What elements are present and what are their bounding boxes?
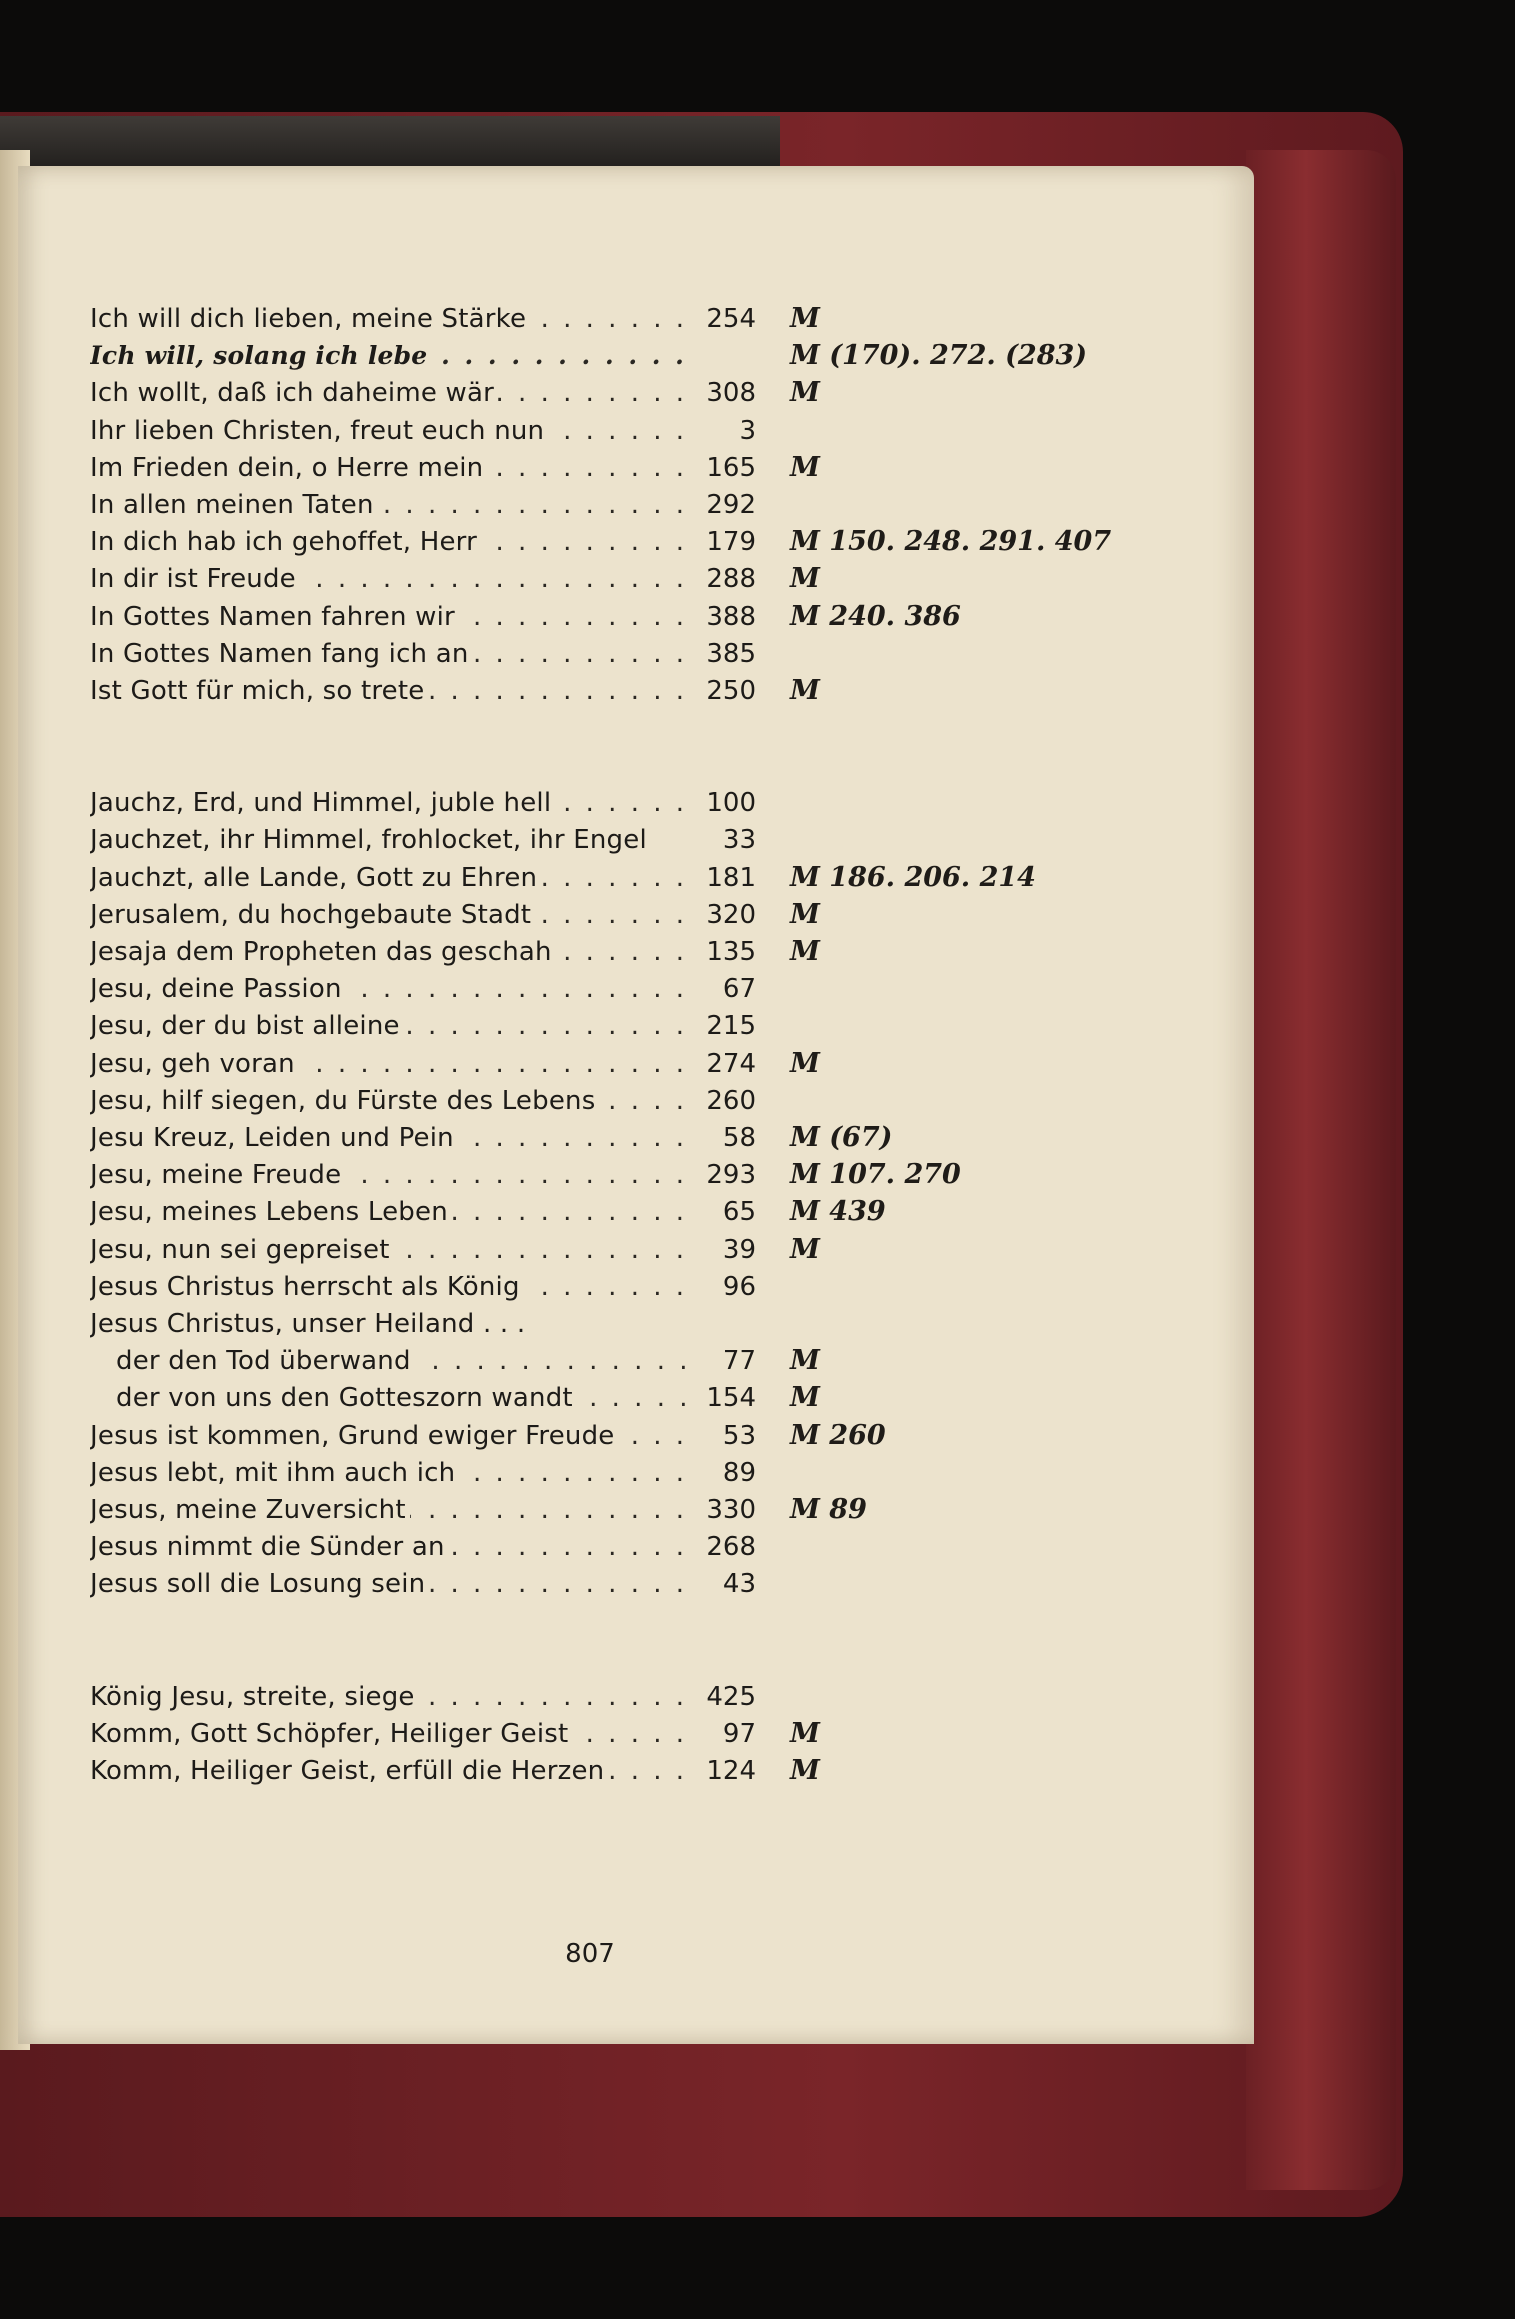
index-entry <box>90 449 1270 487</box>
entry-title: Ihr lieben Christen, freut euch nun . . . <box>90 412 685 450</box>
entry-number: 388 <box>706 601 756 632</box>
entry-title: Jesus, meine Zuversicht . . . <box>90 1491 685 1529</box>
index-entry <box>90 1528 1270 1566</box>
entry-title: Jesu, meine Freude . . . <box>90 1156 685 1194</box>
entry-title: Jesus nimmt die Sünder an . . . <box>90 1528 685 1566</box>
entry-number: 96 <box>722 1271 756 1302</box>
entry-title: Jauchzt, alle Lande, Gott zu Ehren . . . <box>90 859 685 897</box>
entry-melody-ref: M <box>790 1755 820 1786</box>
entry-title: Ich will, solang ich lebe . . . <box>90 337 685 375</box>
entry-title: In Gottes Namen fahren wir . . . <box>90 598 685 636</box>
entry-number: 43 <box>722 1569 756 1600</box>
entry-title: In allen meinen Taten . . . <box>90 486 685 524</box>
entry-number: 254 <box>706 304 756 334</box>
entry-number: 165 <box>706 452 756 483</box>
entry-melody-ref: M <box>790 1345 820 1377</box>
index-entry <box>90 1417 1270 1455</box>
index-entry <box>90 1156 1270 1194</box>
entry-number: 292 <box>706 490 756 520</box>
index-entry <box>90 598 1270 636</box>
entry-melody-ref: M <box>790 1047 820 1079</box>
index-entry <box>90 1565 1270 1603</box>
entry-number: 77 <box>722 1346 756 1377</box>
entry-melody-ref: M 150. 248. 291. 407 <box>790 526 1112 558</box>
index-entry <box>90 1045 1270 1083</box>
entry-number: 260 <box>706 1085 756 1116</box>
entry-title: Jerusalem, du hochgebaute Stadt . . . <box>90 896 685 934</box>
entry-number: 100 <box>706 788 756 819</box>
index-entry <box>90 821 1270 859</box>
index-entry <box>90 1678 1270 1716</box>
index-entry <box>90 1231 1270 1269</box>
entry-title: In Gottes Namen fang ich an . . . <box>90 635 685 673</box>
entry-melody-ref: M 186. 206. 214 <box>790 861 1036 893</box>
entry-number: 385 <box>706 638 756 669</box>
index-entry <box>90 1491 1270 1529</box>
index-entry <box>90 1715 1270 1753</box>
entry-title: Jesus soll die Losung sein . . . <box>90 1565 685 1603</box>
entry-melody-ref: M <box>790 936 820 967</box>
entry-melody-ref: M <box>790 898 820 930</box>
entry-number: 65 <box>722 1197 756 1228</box>
entry-number: 268 <box>706 1532 756 1563</box>
entry-number: 181 <box>706 862 756 893</box>
index-entry <box>90 1305 1270 1343</box>
entry-title: Jesu, meines Lebens Leben . . . <box>90 1193 685 1231</box>
entry-number: 293 <box>706 1160 756 1191</box>
index-entry <box>90 970 1270 1008</box>
entry-number: 97 <box>722 1718 756 1749</box>
index-entry <box>90 635 1270 673</box>
entry-title: Komm, Heiliger Geist, erfüll die Herzen . . . <box>90 1752 685 1790</box>
index-entry <box>90 933 1270 971</box>
entry-title: Jesu, hilf siegen, du Fürste des Lebens . . . <box>90 1082 685 1120</box>
index-entry <box>90 672 1270 710</box>
entry-number: 320 <box>706 899 756 930</box>
entry-number: 39 <box>722 1234 756 1265</box>
entry-number: 215 <box>706 1011 756 1042</box>
entry-number: 67 <box>722 974 756 1005</box>
page-number: 807 <box>565 1939 615 1969</box>
entry-melody-ref: M <box>790 451 820 483</box>
entry-melody-ref: M (67) <box>790 1122 893 1153</box>
entry-number: 124 <box>706 1756 756 1786</box>
entry-melody-ref: M 89 <box>790 1494 867 1525</box>
entry-number: 274 <box>706 1048 756 1079</box>
index-entry <box>90 1193 1270 1231</box>
entry-title: Komm, Gott Schöpfer, Heiliger Geist . . . <box>90 1715 685 1753</box>
index-entry <box>90 1379 1270 1417</box>
index-entry <box>90 859 1270 897</box>
entry-melody-ref: M <box>790 377 820 409</box>
entry-title: Jesu, deine Passion . . . <box>90 970 685 1008</box>
entry-title: Ich wollt, daß ich daheime wär . . . <box>90 374 685 412</box>
entry-melody-ref: M <box>790 1233 820 1265</box>
entry-melody-ref: M <box>790 675 820 706</box>
entry-number: 58 <box>722 1123 756 1153</box>
entry-melody-ref: M <box>790 1382 820 1414</box>
entry-number: 330 <box>706 1495 756 1525</box>
entry-number: 33 <box>722 825 756 856</box>
entry-title: der den Tod überwand . . . <box>116 1342 685 1380</box>
index-entry <box>90 1268 1270 1306</box>
entry-title: Ist Gott für mich, so trete . . . <box>90 672 685 710</box>
index-entry <box>90 300 1270 338</box>
entry-title: Jesaja dem Propheten das geschah . . . <box>90 933 685 971</box>
entry-number: 53 <box>722 1420 756 1451</box>
entry-number: 135 <box>706 937 756 967</box>
entry-title: König Jesu, streite, siege . . . <box>90 1678 685 1716</box>
index-entry <box>90 784 1270 822</box>
entry-title: Jesu, geh voran . . . <box>90 1045 685 1083</box>
entry-melody-ref: M <box>790 303 820 334</box>
index-entry <box>90 523 1270 561</box>
entry-title: Jesus ist kommen, Grund ewiger Freude . . . <box>90 1417 685 1455</box>
entry-title: der von uns den Gotteszorn wandt . . . <box>116 1379 685 1417</box>
index-entry <box>90 486 1270 524</box>
entry-number: 425 <box>706 1681 756 1712</box>
entry-number: 154 <box>706 1383 756 1414</box>
entry-number: 250 <box>706 676 756 706</box>
index-entry <box>90 412 1270 450</box>
index-entry <box>90 896 1270 934</box>
entry-melody-ref: M 107. 270 <box>790 1159 961 1191</box>
entry-title: In dir ist Freude . . . <box>90 560 685 598</box>
entry-melody-ref: M 260 <box>790 1419 886 1451</box>
entry-melody-ref: M 240. 386 <box>790 600 961 632</box>
entry-title: Jesus Christus herrscht als König . . . <box>90 1268 685 1306</box>
entry-melody-ref: M <box>790 1717 820 1749</box>
index-entry <box>90 1342 1270 1380</box>
index-entry <box>90 1119 1270 1157</box>
entry-title: Im Frieden dein, o Herre mein . . . <box>90 449 685 487</box>
entry-melody-ref: M <box>790 563 820 595</box>
index-entry <box>90 374 1270 412</box>
entry-number: 308 <box>706 378 756 409</box>
entry-title: Jauchzet, ihr Himmel, frohlocket, ihr Engel <box>90 821 685 859</box>
entry-title: Jesu Kreuz, Leiden und Pein . . . <box>90 1119 685 1157</box>
entry-number: 3 <box>739 415 756 446</box>
index-entry <box>90 1752 1270 1790</box>
entry-melody-ref: M (170). 272. (283) <box>790 340 1088 372</box>
entry-title: Jesu, der du bist alleine . . . <box>90 1007 685 1045</box>
index-entry <box>90 1007 1270 1045</box>
entry-melody-ref: M 439 <box>790 1196 886 1228</box>
index-entry <box>90 560 1270 598</box>
entry-number: 179 <box>706 527 756 558</box>
entry-title: Jauchz, Erd, und Himmel, juble hell . . . <box>90 784 685 822</box>
entry-number: 89 <box>722 1457 756 1488</box>
entry-title: Ich will dich lieben, meine Stärke . . . <box>90 300 685 338</box>
index-entry <box>90 1454 1270 1492</box>
index-entry <box>90 337 1270 375</box>
entry-title: Jesus lebt, mit ihm auch ich . . . <box>90 1454 685 1492</box>
entry-number: 288 <box>706 564 756 595</box>
entry-title: Jesus Christus, unser Heiland . . . <box>90 1305 685 1343</box>
index-entry <box>90 1082 1270 1120</box>
entry-title: Jesu, nun sei gepreiset . . . <box>90 1231 685 1269</box>
entry-title: In dich hab ich gehoffet, Herr . . . <box>90 523 685 561</box>
